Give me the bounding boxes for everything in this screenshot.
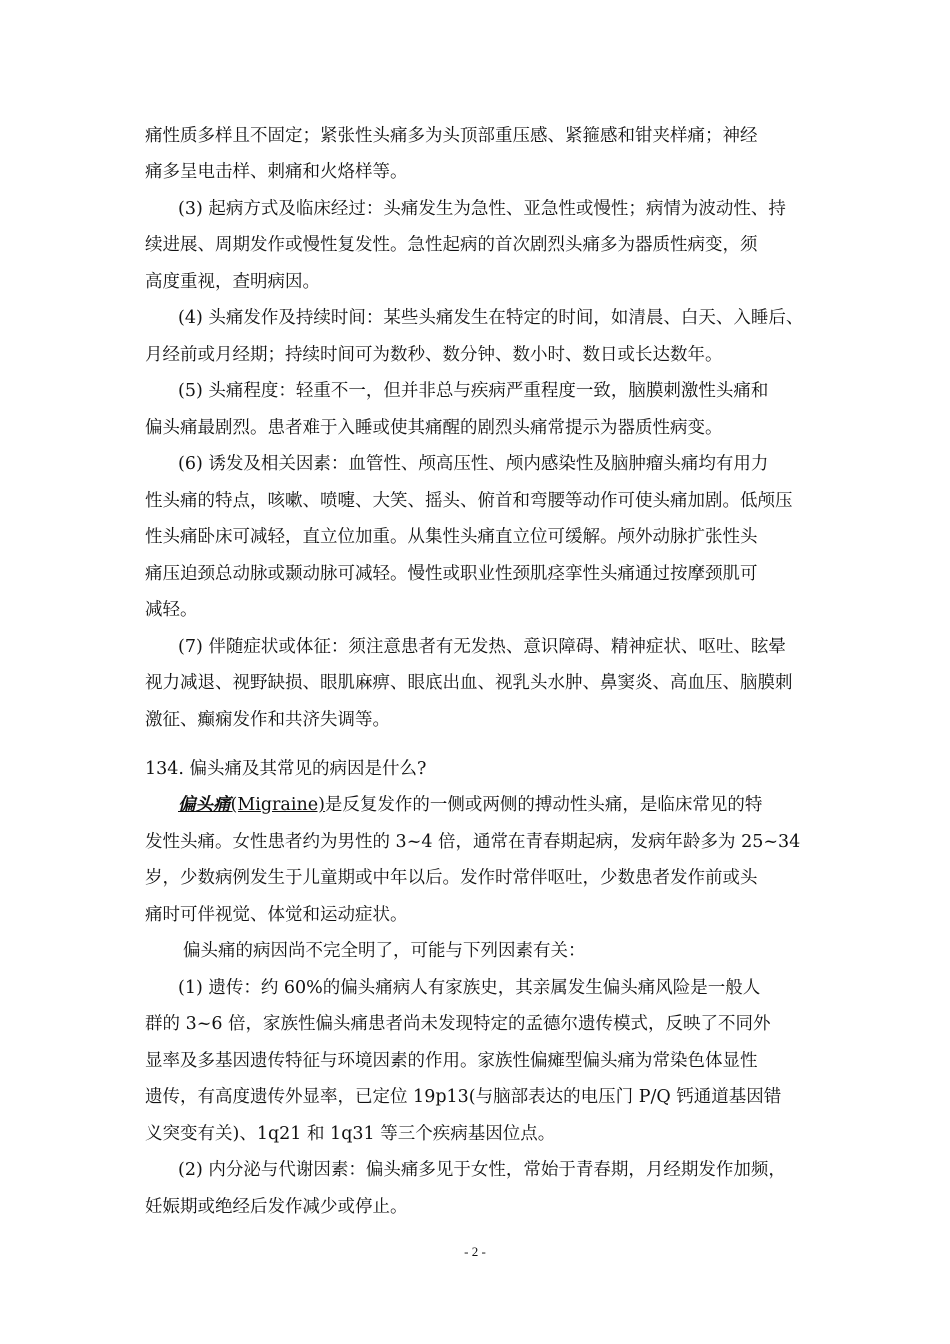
text-line: 显率及多基因遗传特征与环境因素的作用。家族性偏瘫型偏头痛为常染色体显性	[145, 1051, 758, 1071]
text-line: 减轻。	[145, 600, 198, 620]
text-line: (5) 头痛程度：轻重不一，但并非总与疾病严重程度一致，脑膜刺激性头痛和	[178, 381, 769, 401]
text-line: (2) 内分泌与代谢因素：偏头痛多见于女性，常始于青春期，月经期发作加频，	[178, 1160, 786, 1180]
text-line: 偏头痛的病因尚不完全明了，可能与下列因素有关：	[183, 941, 586, 961]
text-line: 激征、癫痫发作和共济失调等。	[145, 710, 390, 730]
text-line: 痛压迫颈总动脉或颞动脉可减轻。慢性或职业性颈肌痉挛性头痛通过按摩颈肌可	[145, 564, 758, 584]
text-line: 痛性质多样且不固定；紧张性头痛多为头顶部重压感、紧箍感和钳夹样痛；神经	[145, 126, 758, 146]
text-line: 痛多呈电击样、刺痛和火烙样等。	[145, 162, 408, 182]
term-migraine-en: (Migraine)	[230, 795, 325, 815]
text-line: (3) 起病方式及临床经过：头痛发生为急性、亚急性或慢性；病情为波动性、持	[178, 199, 786, 219]
text-line: (4) 头痛发作及持续时间：某些头痛发生在特定的时间，如清晨、白天、入睡后、	[178, 308, 804, 328]
section-heading: 134. 偏头痛及其常见的病因是什么?	[145, 759, 427, 779]
text-line: 义突变有关)、1q21 和 1q31 等三个疾病基因位点。	[145, 1124, 556, 1144]
text-line: 性头痛卧床可减轻，直立位加重。从集性头痛直立位可缓解。颅外动脉扩张性头	[145, 527, 758, 547]
text-line: (7) 伴随症状或体征：须注意患者有无发热、意识障碍、精神症状、呕吐、眩晕	[178, 637, 786, 657]
text-line: 续进展、周期发作或慢性复发性。急性起病的首次剧烈头痛多为器质性病变，须	[145, 235, 758, 255]
text-line: 痛时可伴视觉、体觉和运动症状。	[145, 905, 408, 925]
text-line: (6) 诱发及相关因素：血管性、颅高压性、颅内感染性及脑肿瘤头痛均有用力	[178, 454, 769, 474]
intro-line	[178, 793, 810, 817]
text-line: 性头痛的特点，咳嗽、喷嚏、大笑、摇头、俯首和弯腰等动作可使头痛加剧。低颅压	[145, 491, 793, 511]
text-line: 群的 3~6 倍，家族性偏头痛患者尚未发现特定的孟德尔遗传模式，反映了不同外	[145, 1014, 771, 1034]
text-line: 发性头痛。女性患者约为男性的 3~4 倍，通常在青春期起病，发病年龄多为 25~34	[145, 832, 801, 852]
text-line: 视力减退、视野缺损、眼肌麻痹、眼底出血、视乳头水肿、鼻窦炎、高血压、脑膜刺	[145, 673, 793, 693]
intro-rest: 是反复发作的一侧或两侧的搏动性头痛，是临床常见的特	[324, 795, 763, 815]
text-line: 妊娠期或绝经后发作减少或停止。	[145, 1197, 408, 1217]
text-line: 月经前或月经期；持续时间可为数秒、数分钟、数小时、数日或长达数年。	[145, 345, 723, 365]
term-migraine-cn: 偏头痛	[178, 795, 231, 815]
page-number: - 2 -	[464, 1244, 486, 1259]
text-line: (1) 遗传：约 60%的偏头痛病人有家族史，其亲属发生偏头痛风险是一般人	[178, 978, 761, 998]
text-line: 遗传，有高度遗传外显率，已定位 19p13(与脑部表达的电压门 P/Q 钙通道基因错	[145, 1087, 782, 1107]
text-line: 高度重视，查明病因。	[145, 272, 320, 292]
text-line: 偏头痛最剧烈。患者难于入睡或使其痛醒的剧烈头痛常提示为器质性病变。	[145, 418, 723, 438]
text-line: 岁，少数病例发生于儿童期或中年以后。发作时常伴呕吐，少数患者发作前或头	[145, 868, 758, 888]
